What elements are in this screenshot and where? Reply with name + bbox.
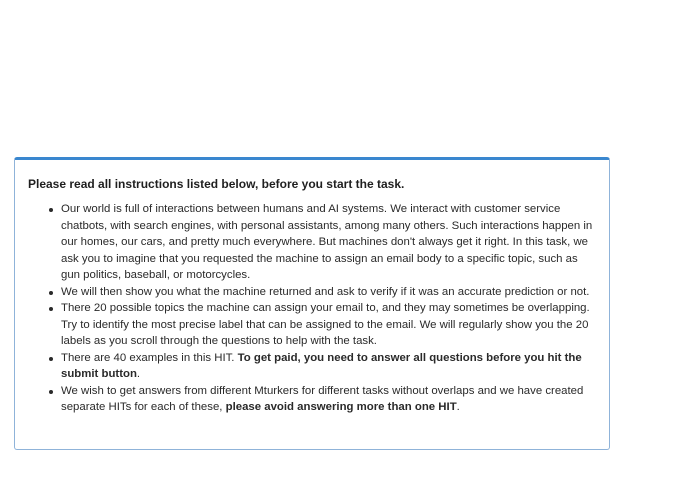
instruction-item-intro	[61, 201, 597, 284]
instruction-item-topics	[61, 300, 597, 350]
instruction-emphasis: To get paid, you need to answer all questions before you hit the submit button	[61, 351, 582, 380]
instruction-text: We will then show you what the machine returned and ask to verify if it was an accurate prediction or not.	[61, 285, 590, 298]
instruction-text: There 20 possible topics the machine can assign your email to, and they may sometimes be overlapping. Try to identify the most precise label that can be assigned to the email. We will regularly show you the 20 labels as you scroll through the questions to help with the task.	[61, 302, 590, 347]
instruction-text: We wish to get answers from different Mturkers for different tasks without overlaps and we have created separate HITs for each of these,	[61, 384, 584, 413]
instructions-heading: Please read all instructions listed below, before you start the task.	[28, 177, 405, 191]
instruction-item-payment	[61, 350, 597, 383]
instruction-text: Our world is full of interactions between humans and AI systems. We interact with customer service chatbots, with search engines, with personal assistants, among many others. Such interactions happen in our homes, our cars, and pretty much everywhere. But machines don't always get it right. In this task, we ask you to imagine that you requested the machine to assign an email body to a specific topic, such as gun politics, baseball, or motorcycles.	[61, 203, 593, 281]
instruction-suffix: .	[136, 368, 141, 380]
instructions-panel	[14, 157, 610, 450]
instruction-text: There are 40 examples in this HIT.	[61, 351, 238, 364]
instruction-item-verify	[61, 284, 597, 301]
instruction-item-one-hit	[61, 383, 597, 416]
instruction-suffix: .	[456, 401, 460, 413]
instruction-list	[28, 201, 597, 416]
instruction-emphasis: please avoid answering more than one HIT	[225, 401, 457, 413]
